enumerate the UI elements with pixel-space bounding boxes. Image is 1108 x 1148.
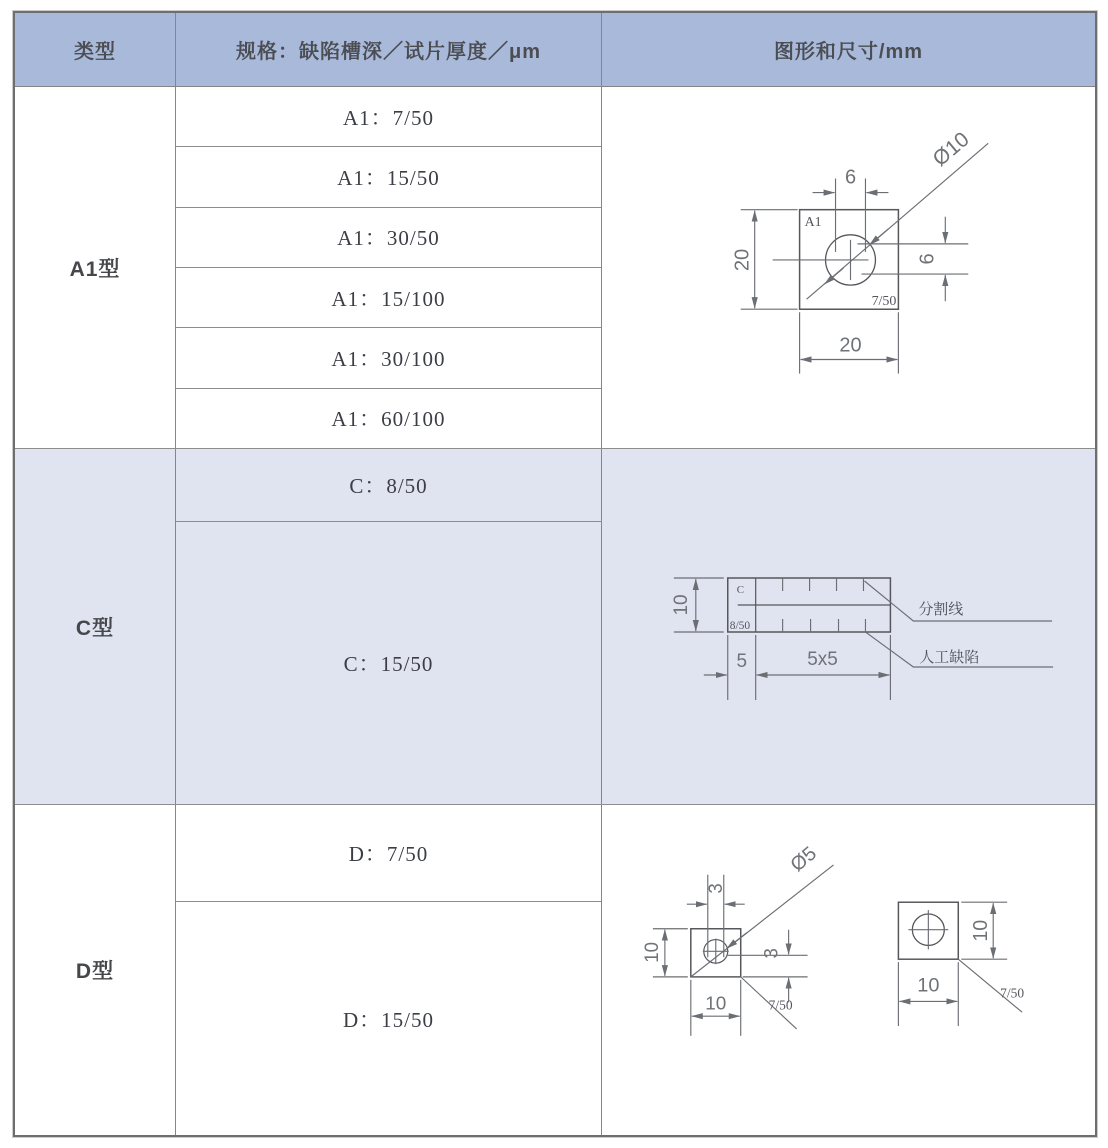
- d-left-diameter-leader: [691, 865, 834, 977]
- table-header-row: [15, 13, 1095, 87]
- a1-dim-right: [857, 217, 968, 301]
- figure-c: [602, 449, 1095, 804]
- spec-row: C：15/50: [343, 652, 434, 676]
- spec-row: A1：7/50: [176, 87, 601, 147]
- figure-d: [602, 805, 1095, 1135]
- d-right-dim-bottom-value: 10: [917, 974, 940, 997]
- c-dim-segment-value: 5: [736, 650, 747, 673]
- c-dim-bottom: [704, 635, 891, 700]
- header-type: 类型: [15, 13, 176, 86]
- spec-row: A1：15/100: [176, 268, 601, 328]
- a1-dim-left-value: 20: [731, 248, 754, 272]
- type-label-d: D型: [15, 805, 176, 1135]
- c-dim-left-value: 10: [670, 594, 692, 616]
- a1-dim-right-value: 6: [916, 253, 939, 265]
- spec-list-d: [176, 805, 602, 1135]
- spec-row: A1：60/100: [331, 407, 446, 432]
- d-left-diameter-value: Ø5: [786, 842, 822, 877]
- d-left-square-outline: [691, 929, 741, 977]
- d-left-defect-label: 7/50: [768, 997, 793, 1013]
- d-left-dim-top-value: 3: [704, 883, 726, 894]
- a1-diameter-leader: [804, 143, 989, 299]
- d-technical-drawing: [602, 805, 1095, 1135]
- section-a1: [15, 87, 1095, 449]
- d-right-square-outline: [898, 902, 958, 959]
- d-right-dim-right-value: 10: [970, 919, 993, 942]
- section-d: [15, 805, 1095, 1135]
- spec-row: C：8/50: [176, 449, 601, 522]
- c-dim-segments-value: 5x5: [807, 648, 838, 671]
- spec-list-c: [176, 449, 602, 804]
- c-defect-label: 8/50: [729, 619, 751, 633]
- d-left-dim-bottom-value: 10: [705, 992, 727, 1014]
- a1-dim-bottom-value: 20: [839, 334, 862, 357]
- c-callout-divider: 分割线: [918, 601, 964, 619]
- c-technical-drawing: [602, 449, 1095, 804]
- spec-list-a1: [176, 87, 602, 448]
- a1-defect-label: 7/50: [871, 294, 897, 310]
- a1-diameter-value: Ø10: [928, 127, 974, 172]
- type-label-c: C型: [15, 449, 176, 804]
- c-part-label: C: [736, 583, 745, 597]
- spec-row: A1：15/50: [176, 147, 601, 207]
- header-spec: 规格：缺陷槽深／试片厚度／μm: [176, 13, 602, 86]
- spec-table: [13, 11, 1097, 1137]
- figure-a1: [602, 87, 1095, 448]
- spec-row: A1：30/100: [176, 328, 601, 388]
- type-label-a1: A1型: [15, 87, 176, 448]
- d-left-dim-left-value: 10: [640, 941, 662, 963]
- a1-dim-top-value: 6: [844, 166, 857, 189]
- header-figure: 图形和尺寸/mm: [773, 41, 924, 63]
- spec-row: D：7/50: [176, 805, 601, 902]
- a1-technical-drawing: [602, 87, 1095, 448]
- spec-row: A1：30/50: [176, 208, 601, 268]
- d-left-dim-right-value: 3: [760, 948, 782, 959]
- c-callout-defect: 人工缺陷: [919, 649, 980, 667]
- section-c: [15, 449, 1095, 805]
- spec-row: D：15/50: [343, 1007, 434, 1032]
- d-left-dim-right: [728, 930, 808, 1003]
- a1-part-label: A1: [804, 214, 822, 230]
- d-right-defect-label: 7/50: [1000, 985, 1025, 1001]
- c-strip-outline: [728, 578, 891, 632]
